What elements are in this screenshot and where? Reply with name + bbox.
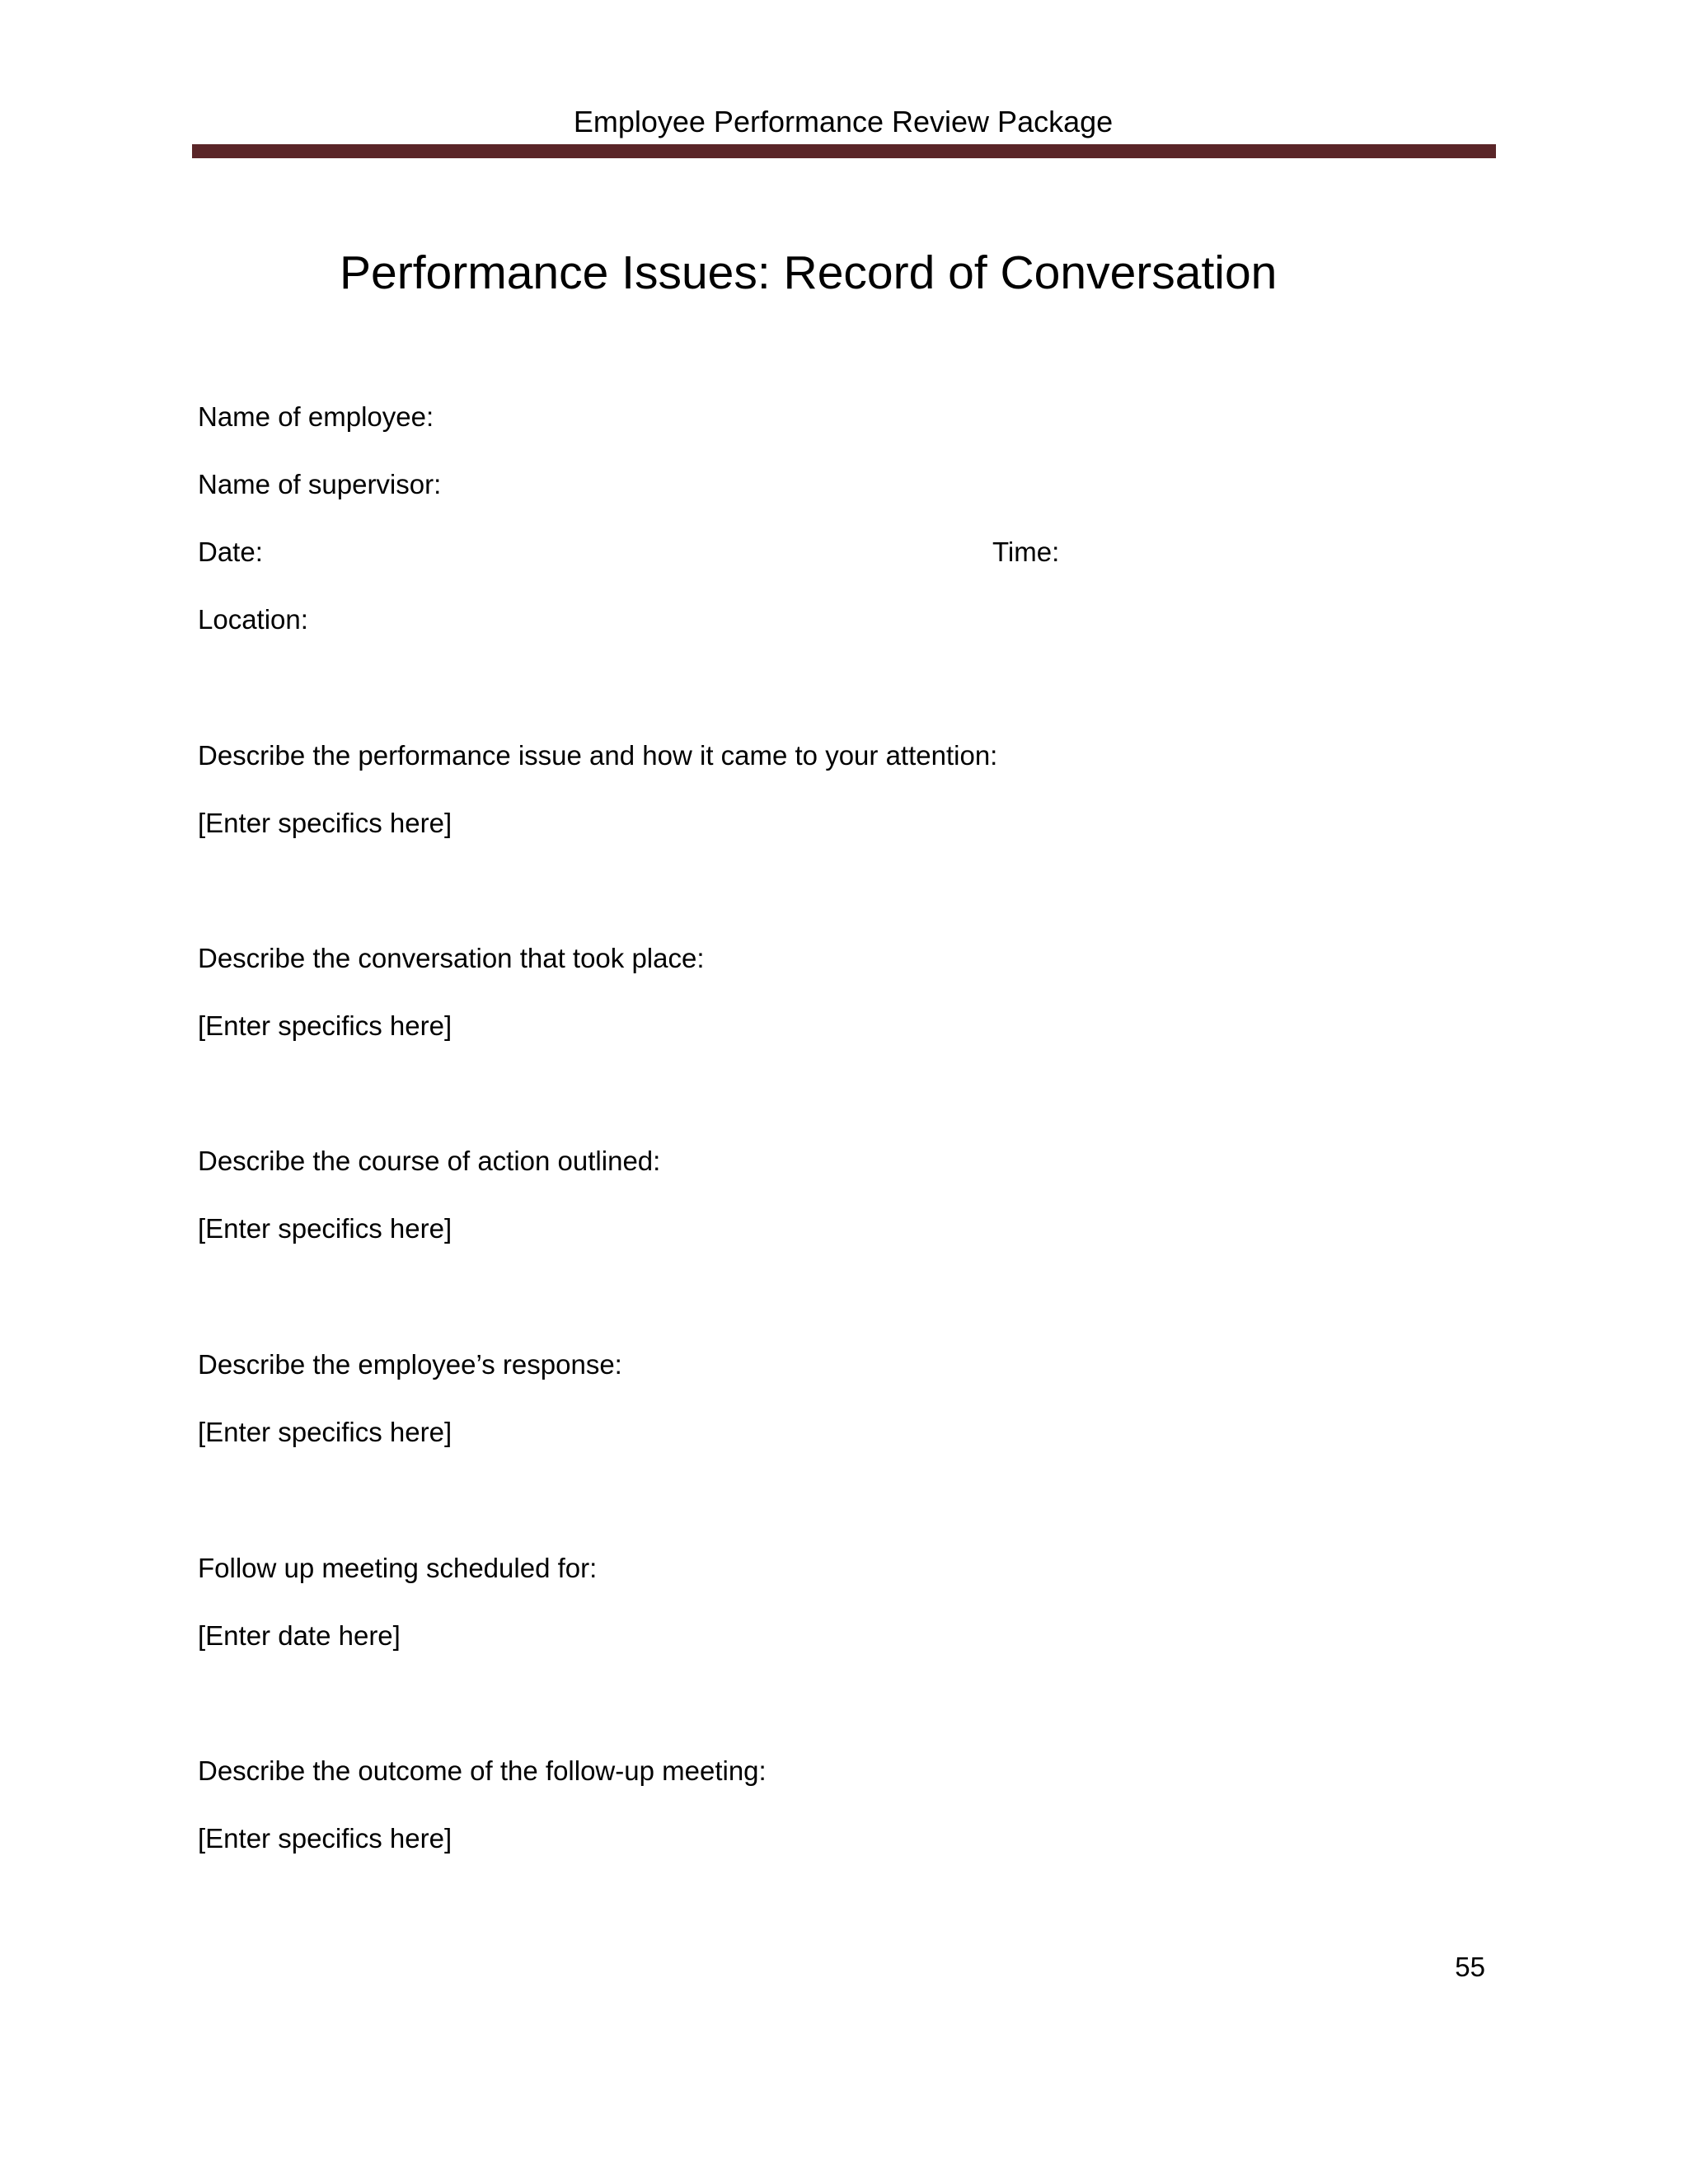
running-header: Employee Performance Review Package	[573, 105, 1114, 138]
follow-up-scheduled-label: Follow up meeting scheduled for:	[198, 1553, 598, 1583]
supervisor-name-label: Name of supervisor:	[198, 469, 442, 499]
date-label: Date:	[198, 537, 263, 567]
employee-name-label: Name of employee:	[198, 401, 434, 432]
conversation-placeholder[interactable]: [Enter specifics here]	[198, 1010, 452, 1041]
header-rule	[192, 144, 1496, 158]
performance-issue-placeholder[interactable]: [Enter specifics here]	[198, 808, 452, 838]
follow-up-outcome-label: Describe the outcome of the follow-up meeting:	[198, 1755, 767, 1786]
location-label: Location:	[198, 604, 308, 635]
employee-response-label: Describe the employee’s response:	[198, 1349, 622, 1380]
performance-issue-label: Describe the performance issue and how it came to your attention:	[198, 740, 998, 771]
follow-up-outcome-placeholder[interactable]: [Enter specifics here]	[198, 1823, 452, 1854]
conversation-label: Describe the conversation that took place:	[198, 943, 705, 973]
employee-response-placeholder[interactable]: [Enter specifics here]	[198, 1417, 452, 1447]
follow-up-date-placeholder[interactable]: [Enter date here]	[198, 1620, 401, 1651]
page-number: 55	[1455, 1952, 1485, 1982]
course-of-action-label: Describe the course of action outlined:	[198, 1146, 661, 1176]
page-title: Performance Issues: Record of Conversation	[340, 246, 1278, 299]
course-of-action-placeholder[interactable]: [Enter specifics here]	[198, 1213, 452, 1244]
time-label: Time:	[992, 537, 1060, 567]
